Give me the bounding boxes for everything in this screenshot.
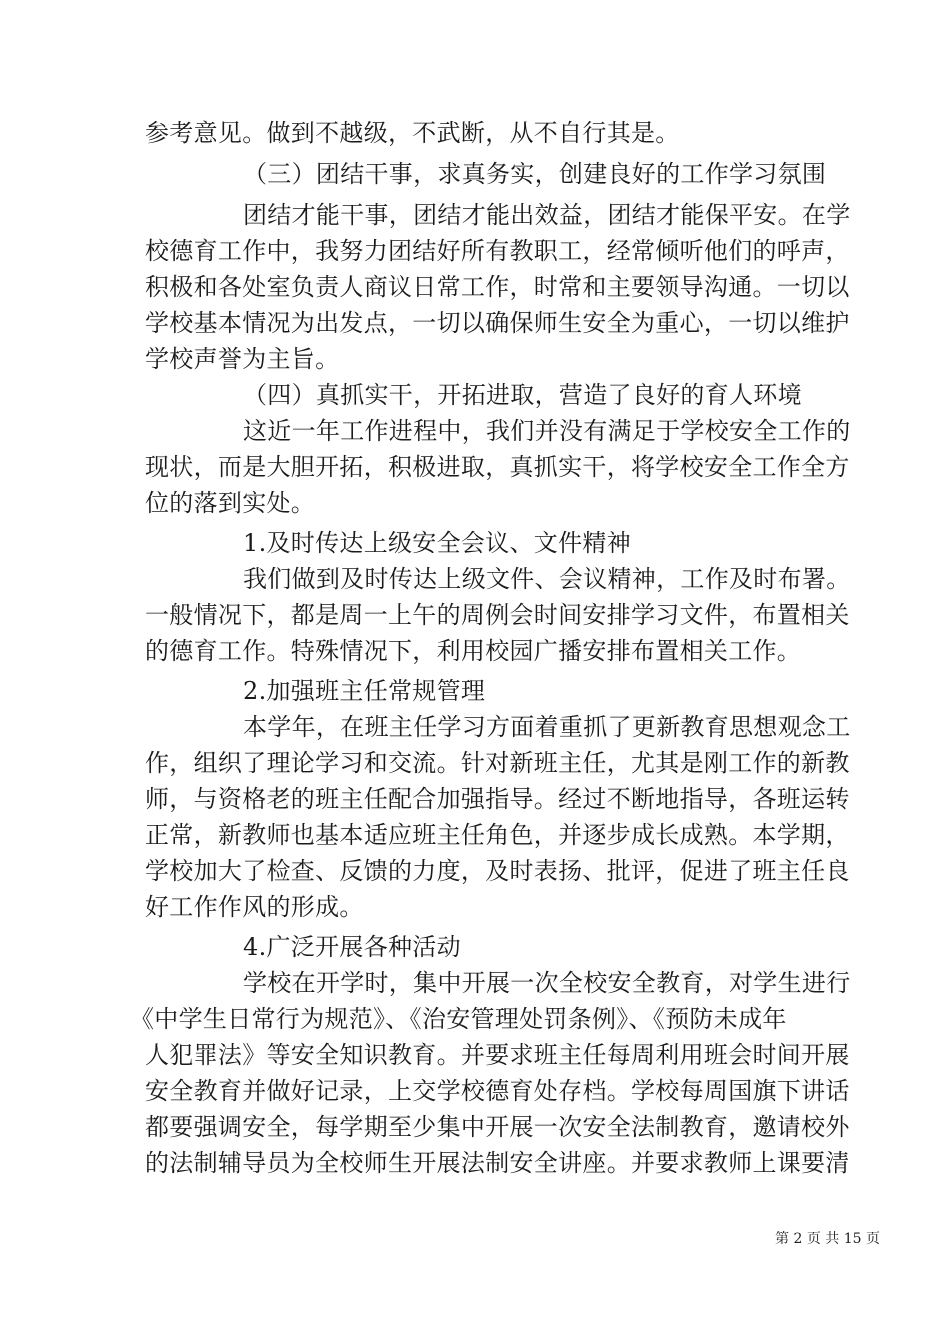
text-line-28: 都要强调安全，每学期至少集中开展一次安全法制教育，邀请校外 (145, 1113, 850, 1141)
text-line-1: 参考意见。做到不越级，不武断，从不自行其是。 (145, 119, 680, 147)
text-line-25: 《中学生日常行为规范》、《治安管理处罚条例》、《预防未成年 (130, 1005, 787, 1033)
text-line-9: 这近一年工作进程中，我们并没有满足于学校安全工作的 (243, 417, 851, 445)
text-line-18: 作，组织了理论学习和交流。针对新班主任，尤其是刚工作的新教 (145, 749, 850, 777)
text-line-13: 我们做到及时传达上级文件、会议精神，工作及时布署。 (243, 565, 851, 593)
text-line-24: 学校在开学时，集中开展一次全校安全教育，对学生进行 (243, 969, 851, 997)
text-line-14: 一般情况下，都是周一上午的周例会时间安排学习文件，布置相关 (145, 601, 850, 629)
text-line-21: 学校加大了检查、反馈的力度，及时表扬、批评，促进了班主任良 (145, 857, 850, 885)
page-number-footer: 第 2 页 共 15 页 (775, 1231, 880, 1247)
text-line-26: 人犯罪法》等安全知识教育。并要求班主任每周利用班会时间开展 (145, 1041, 850, 1069)
text-line-17: 本学年，在班主任学习方面着重抓了更新教育思想观念工 (243, 713, 851, 741)
section-heading-3: （三）团结干事，求真务实，创建良好的工作学习氛围 (243, 160, 827, 188)
text-line-7: 学校声誉为主旨。 (145, 345, 340, 373)
text-line-10: 现状，而是大胆开拓，积极进取，真抓实干，将学校安全工作全方 (145, 453, 850, 481)
subheading-2: 2.加强班主任常规管理 (243, 677, 486, 705)
text-line-19: 师，与资格老的班主任配合加强指导。经过不断地指导，各班运转 (145, 785, 850, 813)
text-line-20: 正常，新教师也基本适应班主任角色，并逐步成长成熟。本学期， (145, 821, 850, 849)
section-heading-4: （四）真抓实干，开拓进取，营造了良好的育人环境 (243, 381, 802, 409)
text-line-6: 学校基本情况为出发点，一切以确保师生安全为重心，一切以维护 (145, 309, 850, 337)
text-line-27: 安全教育并做好记录，上交学校德育处存档。学校每周国旗下讲话 (145, 1077, 850, 1105)
text-line-22: 好工作作风的形成。 (145, 893, 364, 921)
subheading-4: 4.广泛开展各种活动 (243, 933, 461, 961)
text-line-15: 的德育工作。特殊情况下，利用校园广播安排布置相关工作。 (145, 637, 802, 665)
text-line-3: 团结才能干事，团结才能出效益，团结才能保平安。在学 (243, 201, 851, 229)
text-line-29: 的法制辅导员为全校师生开展法制安全讲座。并要求教师上课要清 (145, 1149, 850, 1177)
subheading-1: 1.及时传达上级安全会议、文件精神 (243, 529, 631, 557)
text-line-5: 积极和各处室负责人商议日常工作，时常和主要领导沟通。一切以 (145, 273, 850, 301)
text-line-11: 位的落到实处。 (145, 489, 316, 517)
text-line-4: 校德育工作中，我努力团结好所有教职工，经常倾听他们的呼声， (145, 237, 850, 265)
